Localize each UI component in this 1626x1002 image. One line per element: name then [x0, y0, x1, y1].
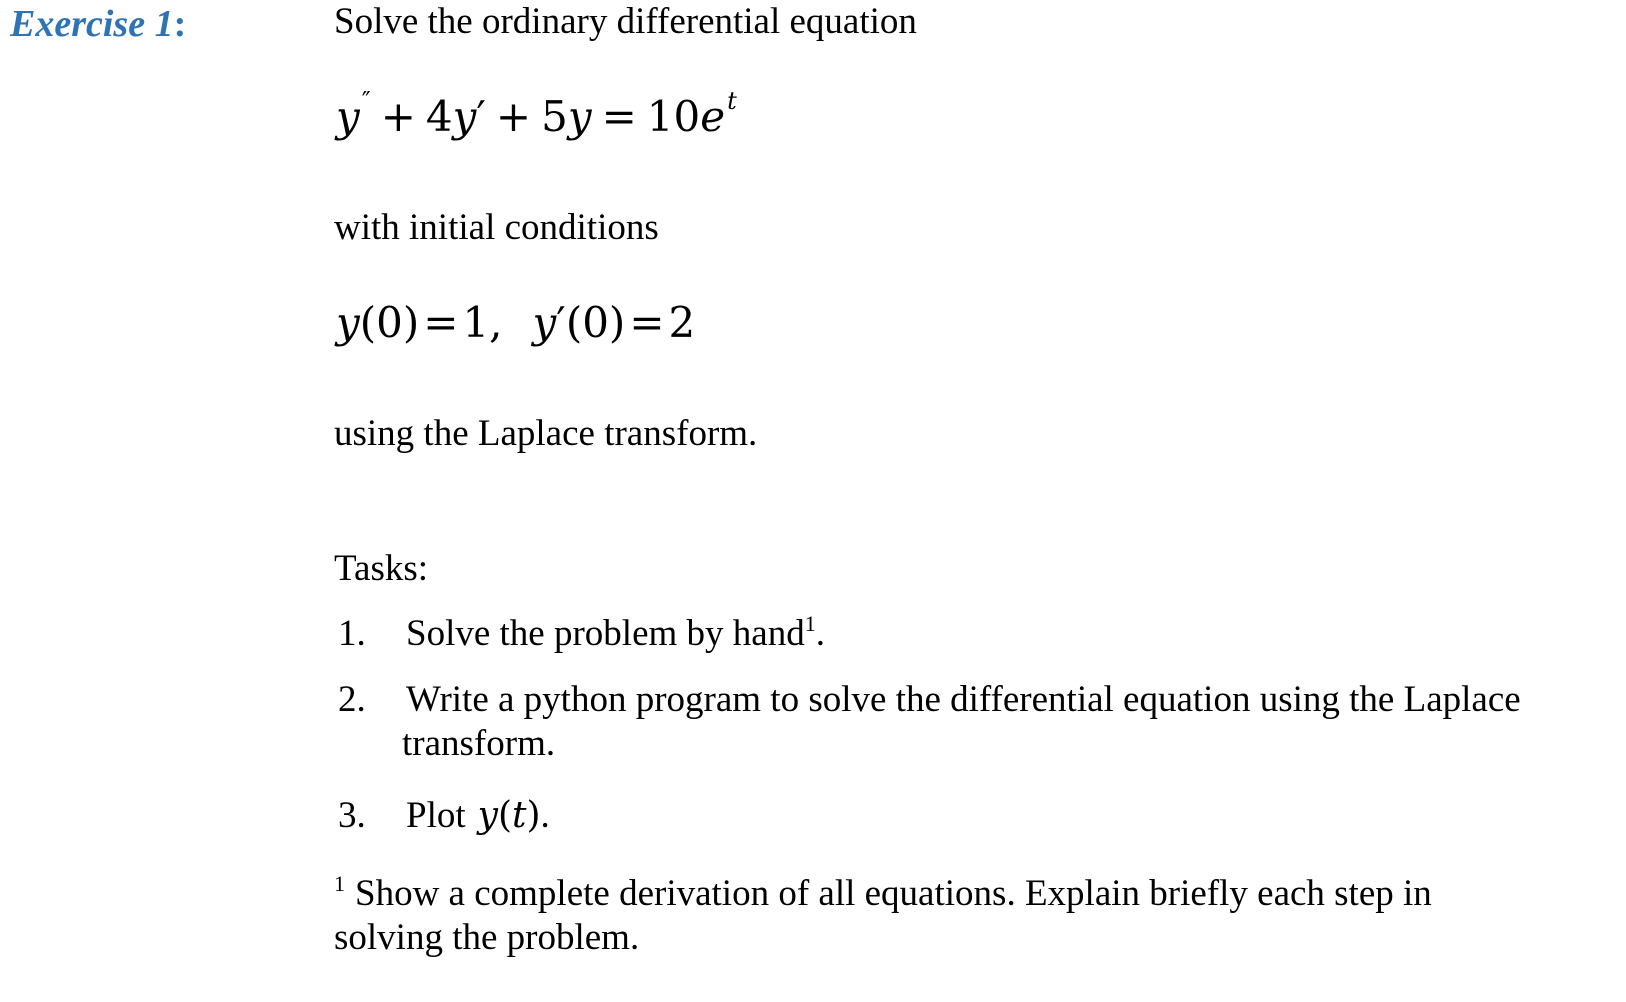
ic-separator: , — [489, 298, 503, 347]
task-number-3: 3. — [338, 795, 366, 836]
task-3-paren-open: ( — [497, 795, 513, 836]
ic2-val: 2 — [668, 298, 696, 347]
footnote-line-2: solving the problem. — [334, 917, 640, 958]
ic1-arg: (0) — [359, 298, 420, 347]
tasks-heading: Tasks: — [334, 548, 429, 589]
eq-coef-5: 5 — [541, 92, 568, 141]
task-item-2 — [338, 678, 1521, 722]
eq-y-3: y — [567, 92, 592, 141]
eq-exponent: t — [727, 87, 737, 115]
footnote — [334, 872, 1432, 920]
task-number-2: 2. — [338, 679, 366, 720]
exercise-label — [10, 2, 186, 46]
eq-double-prime: ″ — [361, 87, 371, 115]
ic1-eq: = — [423, 298, 459, 347]
task-3-math — [478, 795, 541, 836]
intro-text: Solve the ordinary differential equation — [334, 1, 917, 42]
conditions-intro: with initial conditions — [334, 207, 659, 248]
task-text-1: Solve the problem by hand — [406, 613, 805, 654]
task-text-3: Plot — [406, 795, 466, 836]
task-footnote-ref: 1 — [804, 611, 816, 636]
task-3-paren-close: ) — [526, 795, 541, 836]
ic1-fn: y — [336, 298, 360, 347]
eq-plus-2: + — [495, 92, 532, 141]
footnote-mark: 1 — [334, 871, 345, 896]
eq-plus-1: + — [380, 92, 416, 141]
eq-coef-4: 4 — [425, 92, 453, 141]
footnote-line-1: Show a complete derivation of all equations. Explain briefly each step in — [355, 873, 1432, 914]
ic2-arg: (0) — [565, 298, 626, 347]
method-text: using the Laplace transform. — [334, 413, 758, 454]
eq-y: y — [336, 92, 360, 141]
eq-rhs-coef: 10 — [646, 92, 701, 141]
task-text-2-line2: transform. — [402, 723, 556, 764]
task-item-3 — [338, 794, 550, 838]
eq-equals: = — [601, 92, 637, 141]
task-item-1 — [338, 612, 825, 660]
eq-prime: ′ — [476, 92, 486, 141]
task-tail-1: . — [815, 613, 825, 654]
eq-y-2: y — [452, 92, 477, 141]
task-3-fn: y — [477, 795, 498, 836]
task-text-2-line1: Write a python program to solve the differential equation using the Laplace — [406, 679, 1521, 720]
ic2-eq: = — [629, 298, 665, 347]
initial-conditions — [336, 298, 695, 348]
ic2-prime: ′ — [556, 298, 566, 347]
exercise-label-text: Exercise 1 — [10, 3, 174, 45]
ic2-fn: y — [532, 298, 557, 347]
task-number-1: 1. — [338, 613, 366, 654]
eq-e: e — [700, 92, 726, 141]
ode-equation — [336, 87, 737, 148]
exercise-label-colon: : — [173, 3, 187, 45]
ic1-val: 1 — [462, 298, 490, 347]
task-3-arg: t — [512, 795, 527, 836]
task-tail-3: . — [540, 795, 550, 836]
